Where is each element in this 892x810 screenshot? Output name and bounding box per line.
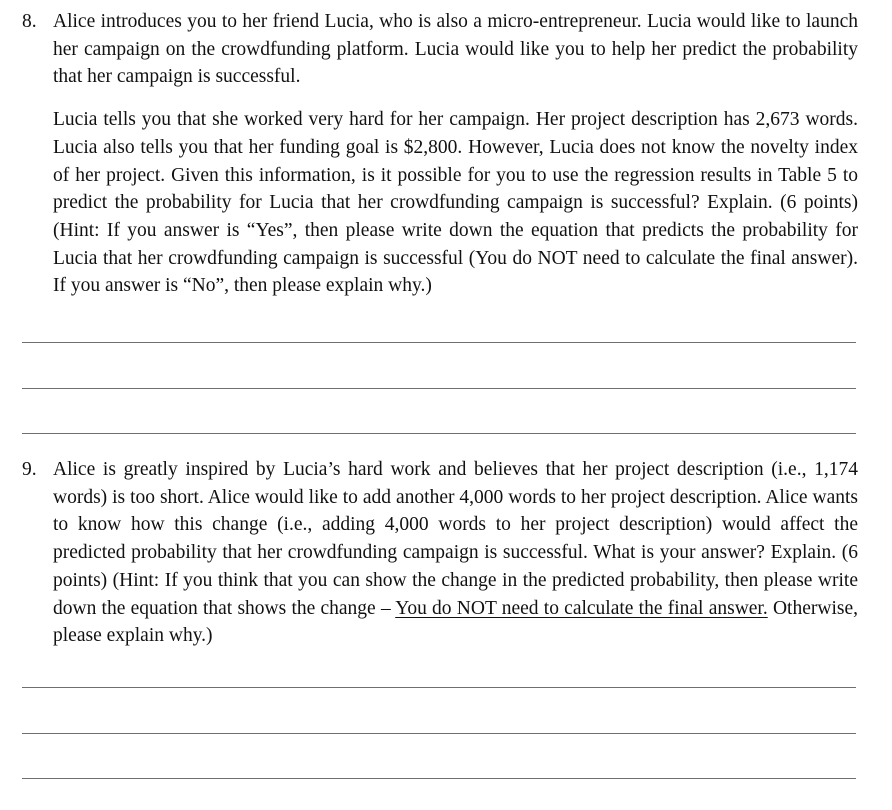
question-8 (22, 8, 858, 300)
answer-line-8-1[interactable] (22, 342, 856, 343)
question-9-prompt (53, 456, 858, 650)
question-9 (22, 456, 858, 650)
question-8-prompt: Lucia tells you that she worked very hard for her campaign. Her project description has 2,673 words. Lucia also tells you that her funding goal is $2,800. However, Lucia does not know the novelty index of her project. Given this information, is it possible for you to use the regression results in Table 5 to predict the probability for Lucia that her crowdfunding campaign is successful? Explain. (6 points) (Hint: If you answer is “Yes”, then please write down the equation that predicts the probability for Lucia that her crowdfunding campaign is successful (You do NOT need to calculate the final answer). If you answer is “No”, then please explain why.) (53, 109, 858, 297)
answer-line-8-3[interactable] (22, 433, 856, 434)
question-9-number: 9. (22, 459, 37, 480)
question-9-body (53, 456, 858, 650)
question-9-emphasis: You do NOT need to calculate the final answer. (395, 597, 768, 619)
answer-line-8-2[interactable] (22, 388, 856, 389)
question-8-intro: Alice introduces you to her friend Lucia, who is also a micro-entrepreneur. Lucia would like to launch her campaign on the crowdfunding platform. Lucia would like you to help her predict the probability that her campaign is successful. (53, 11, 858, 88)
question-9-text: Alice is greatly inspired by Lucia’s hard work and believes that her project description (i.e., 1,174 words) is too short. Alice would like to add another 4,000 words to her project description. Alice wants to know how this change (i.e., adding 4,000 words to her project description) would affect the predicted probability that her crowdfunding campaign is successful. What is your answer? Explain. (6 points) (Hint: If you think that you can show the change in the predicted probability, then please write down the equation that shows the change – (53, 459, 858, 619)
answer-line-9-1[interactable] (22, 687, 856, 688)
question-8-number: 8. (22, 11, 37, 32)
question-8-body (53, 8, 858, 300)
answer-line-9-2[interactable] (22, 733, 856, 734)
answer-line-9-3[interactable] (22, 778, 856, 779)
question-9-closing: Otherwise, please explain why.) (53, 597, 858, 647)
